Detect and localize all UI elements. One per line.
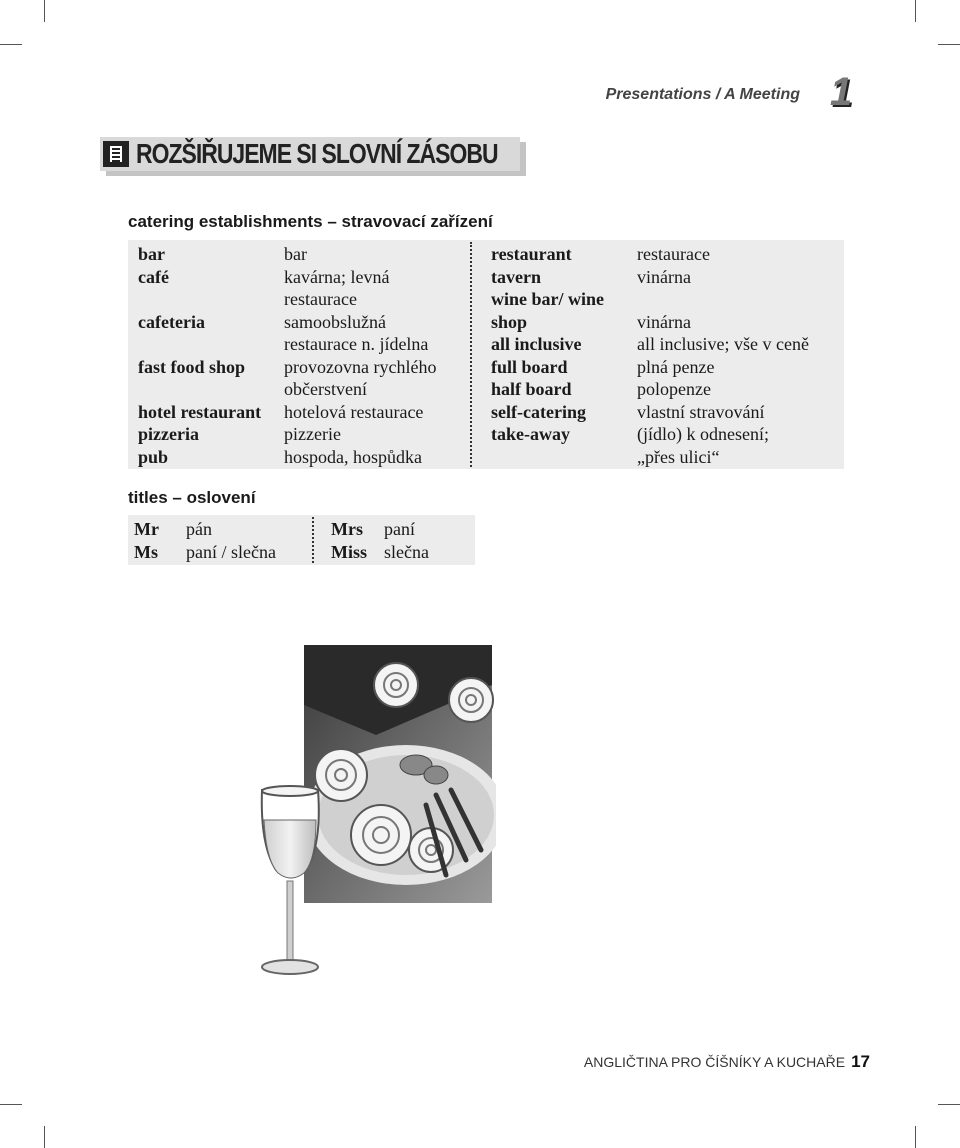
- crop-mark: [938, 1104, 960, 1105]
- chapter-number: 1: [829, 70, 853, 114]
- section-banner: [100, 137, 520, 171]
- vocab-meaning: bar: [284, 244, 307, 264]
- vocab-term: fast food shop: [138, 356, 246, 377]
- titles-right-terms: [331, 518, 367, 563]
- vocab-term: tavern: [491, 266, 541, 287]
- vocab-meaning: restaurace n. jídelna: [284, 334, 429, 354]
- vocab-term: full board: [491, 356, 568, 377]
- vocab-term: hotel restaurant: [138, 401, 262, 422]
- vocab-meaning: kavárna; levná: [284, 266, 390, 287]
- crop-mark: [0, 44, 22, 45]
- vocab-meaning: hospoda, hospůdka: [284, 446, 422, 467]
- vocab-meaning: pán: [186, 519, 212, 539]
- catering-right-meanings: [637, 243, 809, 468]
- crop-mark: [44, 0, 45, 22]
- book-title: ANGLIČTINA PRO ČÍŠNÍKY A KUCHAŘE: [583, 1054, 846, 1070]
- vocab-term: Miss: [331, 541, 367, 562]
- vocab-meaning: (jídlo) k odnesení;: [637, 424, 769, 444]
- vocab-term: pizzeria: [138, 424, 199, 444]
- vocab-meaning: vinárna: [637, 266, 691, 287]
- titles-vocab-box: [128, 515, 475, 565]
- vocab-meaning: vlastní stravování: [637, 401, 765, 422]
- vocab-term: [491, 446, 604, 469]
- column-divider: [470, 242, 472, 467]
- catering-vocab-box: [128, 240, 844, 469]
- running-title: Presentations / A Meeting: [605, 86, 800, 103]
- illustration-graphic: [256, 645, 496, 985]
- catering-left-terms: [138, 243, 261, 468]
- vocab-term: Ms: [134, 541, 158, 562]
- vocab-meaning: „přes ulici“: [637, 446, 720, 467]
- vocab-meaning: [637, 288, 809, 311]
- titles-left-terms: [134, 518, 159, 563]
- crop-mark: [938, 44, 960, 45]
- vocab-term: [138, 333, 261, 356]
- vocab-term: shop: [491, 311, 528, 332]
- vocab-term: bar: [138, 244, 165, 264]
- vocab-meaning: hotelová restaurace: [284, 401, 424, 422]
- vocab-meaning: paní: [384, 519, 415, 539]
- titles-left-meanings: [186, 518, 276, 563]
- crop-mark: [0, 1104, 22, 1105]
- vocab-meaning: samoobslužná: [284, 311, 386, 332]
- vocab-meaning: vinárna: [637, 311, 691, 332]
- vocab-meaning: slečna: [384, 541, 429, 562]
- catering-right-terms: [491, 243, 604, 468]
- vocab-term: [138, 288, 261, 311]
- food-and-wine-photo: [256, 645, 496, 985]
- titles-right-meanings: [384, 518, 429, 563]
- vocab-term: restaurant: [491, 244, 572, 264]
- vocab-meaning: občerstvení: [284, 379, 367, 399]
- vocab-term: café: [138, 266, 169, 287]
- catering-left-meanings: [284, 243, 436, 468]
- titles-heading: titles – oslovení: [128, 488, 256, 507]
- vocab-term: cafeteria: [138, 311, 205, 332]
- crop-mark: [44, 1126, 45, 1148]
- section-title: ROZŠIŘUJEME SI SLOVNÍ ZÁSOBU: [136, 138, 498, 169]
- vocab-term: Mrs: [331, 519, 363, 539]
- vocab-meaning: pizzerie: [284, 424, 341, 444]
- crop-mark: [915, 1126, 916, 1148]
- vocab-meaning: polopenze: [637, 379, 711, 399]
- vocab-term: Mr: [134, 519, 159, 539]
- column-divider: [312, 517, 314, 563]
- vocab-term: wine bar/ wine: [491, 289, 605, 309]
- vocab-term: take-away: [491, 424, 570, 444]
- vocab-term: self-catering: [491, 401, 586, 422]
- page-number: 17: [851, 1052, 870, 1071]
- vocab-meaning: restaurace: [284, 289, 357, 309]
- vocab-meaning: paní / slečna: [186, 541, 276, 562]
- page-footer: [560, 1052, 870, 1072]
- document-icon: [103, 141, 129, 167]
- vocab-meaning: plná penze: [637, 356, 715, 377]
- vocab-term: all inclusive: [491, 334, 582, 354]
- vocab-meaning: restaurace: [637, 244, 710, 264]
- vocab-meaning: provozovna rychlého: [284, 356, 437, 377]
- crop-mark: [915, 0, 916, 22]
- vocab-term: pub: [138, 446, 169, 467]
- vocab-term: [138, 378, 261, 401]
- catering-heading: catering establishments – stravovací zařízení: [128, 212, 493, 231]
- vocab-term: half board: [491, 379, 572, 399]
- vocab-meaning: all inclusive; vše v ceně: [637, 334, 809, 354]
